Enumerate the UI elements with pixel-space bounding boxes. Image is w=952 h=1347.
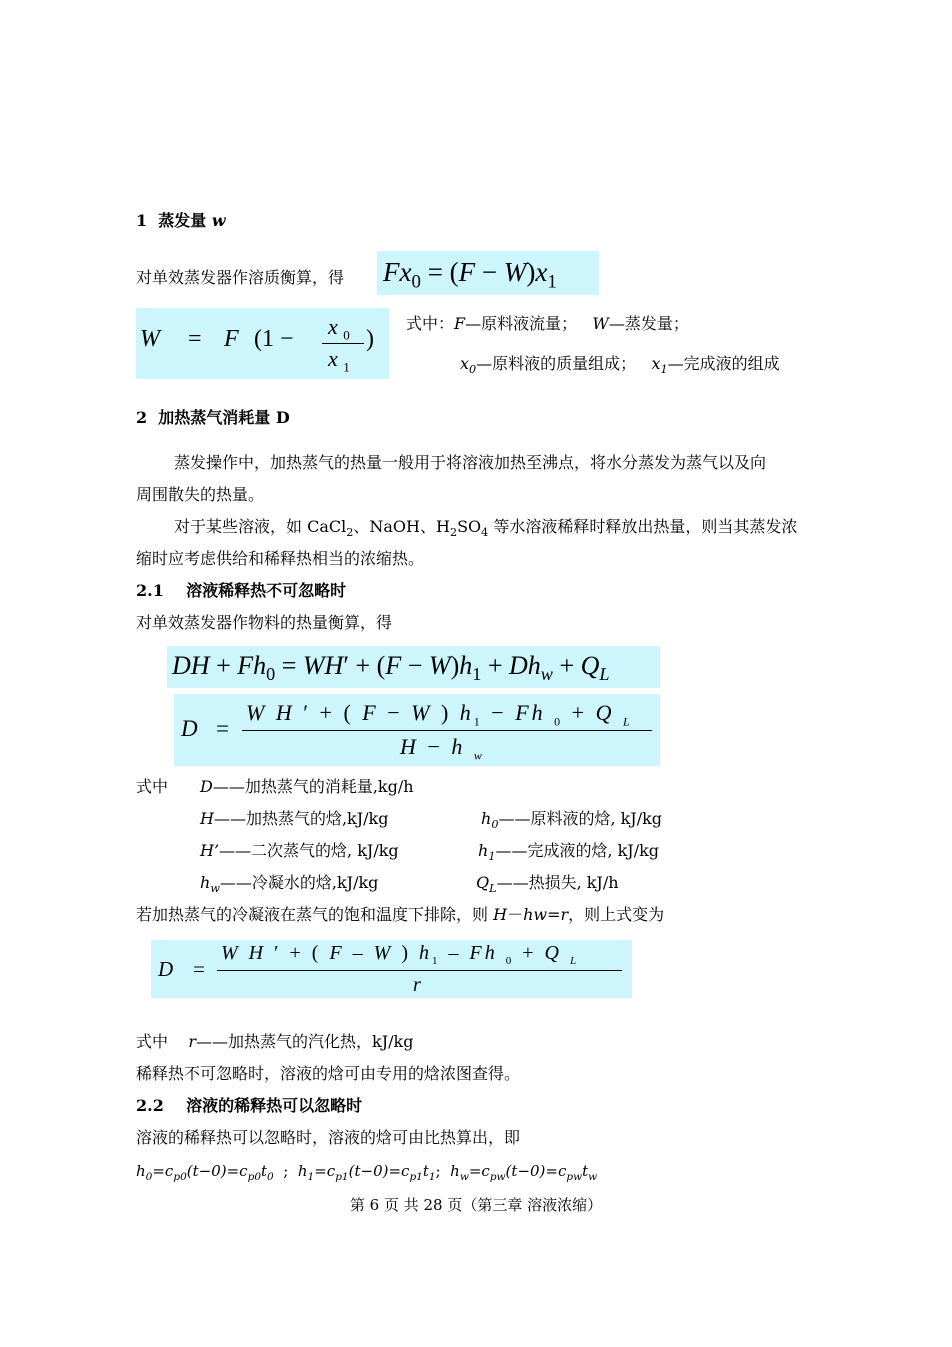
condition-minus: － — [507, 905, 524, 924]
section-2-1-note: 稀释热不可忽略时，溶液的焓可由专用的焓浓图查得。 — [136, 1064, 521, 1083]
condition-text: 若加热蒸气的冷凝液在蒸气的饱和温度下排除，则 — [136, 905, 489, 924]
eq2-F: F — [224, 326, 239, 352]
def-desc: ——加热蒸气的焓,kJ/kg — [213, 809, 389, 828]
eq4-fraction-line — [242, 730, 652, 731]
note-W-desc: —蒸发量； — [608, 314, 689, 333]
para2-sub-a: 2 — [346, 526, 354, 540]
def-symbol: h — [478, 841, 489, 860]
def-symbol: H — [200, 809, 214, 828]
para2-sub-b: 2 — [449, 526, 458, 540]
section-2-heading — [136, 408, 290, 428]
section-title: 溶液的稀释热可以忽略时 — [186, 1096, 363, 1115]
section-number: 2 — [136, 408, 148, 427]
section-title: 蒸发量 — [158, 211, 207, 230]
def-desc: ——冷凝水的焓,kJ/kg — [219, 873, 379, 892]
eq2-num: x $_0$ — [328, 314, 350, 343]
section-2-para2-line2: 缩时应考虑供给和稀释热相当的浓缩热。 — [136, 549, 425, 568]
eq5-fraction-line — [217, 970, 622, 971]
equation-1 — [377, 251, 599, 295]
section-1-heading — [136, 211, 226, 231]
note-F-symbol: F — [454, 314, 466, 333]
eq4-D: D — [181, 716, 198, 741]
def-h0 — [481, 809, 662, 835]
section-title: 溶液稀释热不可忽略时 — [186, 581, 347, 600]
eq2-eq: = — [188, 326, 202, 352]
def-h1 — [478, 841, 659, 867]
section-number: 2.1 — [136, 581, 164, 600]
eq2-den: x $_1$ — [328, 346, 350, 375]
def-desc: ——热损失, kJ/h — [496, 873, 619, 892]
def-sub: w — [210, 882, 220, 896]
def-symbol: h — [200, 873, 211, 892]
def-QL — [476, 873, 619, 899]
def-D — [200, 777, 414, 797]
note-W-symbol: W — [592, 314, 609, 333]
equation-2 — [136, 308, 389, 379]
note-x0-desc: —原料液的质量组成； — [476, 354, 637, 373]
equation-1-body: $Fx_0 = (F - W)x_1$ — [383, 257, 557, 293]
eq2-close: ) — [366, 326, 374, 352]
def-desc: ——原料液的焓, kJ/kg — [498, 809, 663, 828]
note-F-desc: —原料液流量； — [465, 314, 578, 333]
eq2-W: W — [140, 326, 160, 352]
note-x1-sub: 1 — [660, 363, 668, 377]
def-sub: L — [489, 882, 497, 896]
eq5-D: D — [158, 957, 174, 981]
eq4-num: W H ′ + ( F − W ) $h_1 - Fh$ $_0$ + Q $_L$ — [246, 700, 633, 729]
condition-hw-r: hw=r — [523, 905, 569, 924]
eq4-den: H − h $_w$ — [400, 734, 485, 763]
note-x1-desc: —完成液的组成 — [667, 354, 780, 373]
eq2-fraction-line — [322, 343, 364, 344]
note-x0-sub: 0 — [469, 363, 477, 377]
def-symbol: D — [200, 777, 213, 796]
equation-5 — [151, 940, 632, 998]
def-Hprime — [200, 841, 399, 861]
para2-part-a: 对于某些溶液，如 CaCl — [174, 517, 347, 536]
para2-part-b: 、NaOH、H — [353, 517, 450, 536]
equation-3-body: DH + $Fh_0 = WH' + (F - W)h_1 + Dh_w + Q_L$ — [172, 651, 610, 685]
section-title: 加热蒸气消耗量 D — [158, 408, 290, 427]
section-number: 1 — [136, 211, 148, 230]
note-prefix: 式中： — [406, 314, 455, 333]
page-footer: 第 6 页 共 28 页（第三章 溶液浓缩） — [349, 1196, 603, 1214]
para2-part-c: SO — [457, 517, 482, 536]
eq4-eq: = — [216, 716, 229, 741]
note-x1-symbol: x — [651, 354, 661, 373]
eq5-num: W H ′ + ( F – W ) $h_1$ – Fh $_0$ + Q $_L$ — [221, 942, 580, 967]
equation-4 — [174, 694, 660, 766]
section-1-intro: 对单效蒸发器作溶质衡算，得 — [136, 268, 345, 287]
def-H — [200, 809, 388, 829]
section-2-para1-line2: 周围散失的热量。 — [136, 485, 265, 504]
condition-line — [136, 905, 664, 925]
defs-where: 式中 — [136, 1032, 169, 1051]
def-symbol: H’ — [200, 841, 220, 860]
equation-6: $h_0=c_{p0}(t-0)=c_{p0}t_0$ ; $h_1=c_{p1}(t-0)=c_{p1}t_1$; $h_w=c_{pw}(t-0)=c_{pw}t_w$ — [136, 1162, 598, 1183]
section-2-1-heading — [136, 581, 346, 601]
equation-3 — [167, 646, 660, 688]
section-number: 2.2 — [136, 1096, 164, 1115]
def-symbol: Q — [476, 873, 490, 892]
def-desc: ——完成液的焓, kJ/kg — [495, 841, 660, 860]
eq5-den: r — [413, 974, 421, 996]
section-2-2-intro: 溶液的稀释热可以忽略时，溶液的焓可由比热算出，即 — [136, 1128, 521, 1147]
r-definition — [136, 1032, 413, 1052]
def-desc: ——二次蒸气的焓, kJ/kg — [219, 841, 399, 860]
eq5-eq: = — [193, 957, 205, 981]
def-symbol: r — [188, 1032, 197, 1051]
section-1-notes-line1 — [406, 314, 689, 334]
para2-sub-c: 4 — [481, 526, 489, 540]
def-sub: 0 — [491, 818, 499, 832]
section-2-para2-line1 — [174, 517, 797, 543]
section-1-notes-line2 — [460, 354, 780, 380]
def-symbol: h — [481, 809, 492, 828]
para2-part-d: 等水溶液稀释时释放出热量，则当其蒸发浓 — [488, 517, 798, 536]
section-2-2-heading — [136, 1096, 362, 1116]
defs-where: 式中 — [136, 777, 169, 796]
eq2-paren: (1 − — [254, 326, 294, 352]
section-variable: w — [211, 211, 226, 230]
def-desc: ——加热蒸气的汽化热，kJ/kg — [196, 1032, 414, 1051]
condition-H: H — [493, 905, 508, 924]
def-desc: ——加热蒸气的消耗量,kg/h — [212, 777, 414, 796]
section-2-1-intro: 对单效蒸发器作物料的热量衡算，得 — [136, 613, 393, 632]
def-sub: 1 — [488, 850, 496, 864]
condition-tail: ，则上式变为 — [568, 905, 665, 924]
section-2-para1-line1: 蒸发操作中，加热蒸气的热量一般用于将溶液加热至沸点，将水分蒸发为蒸气以及向 — [174, 453, 767, 472]
def-hw — [200, 873, 378, 899]
note-x0-symbol: x — [460, 354, 470, 373]
